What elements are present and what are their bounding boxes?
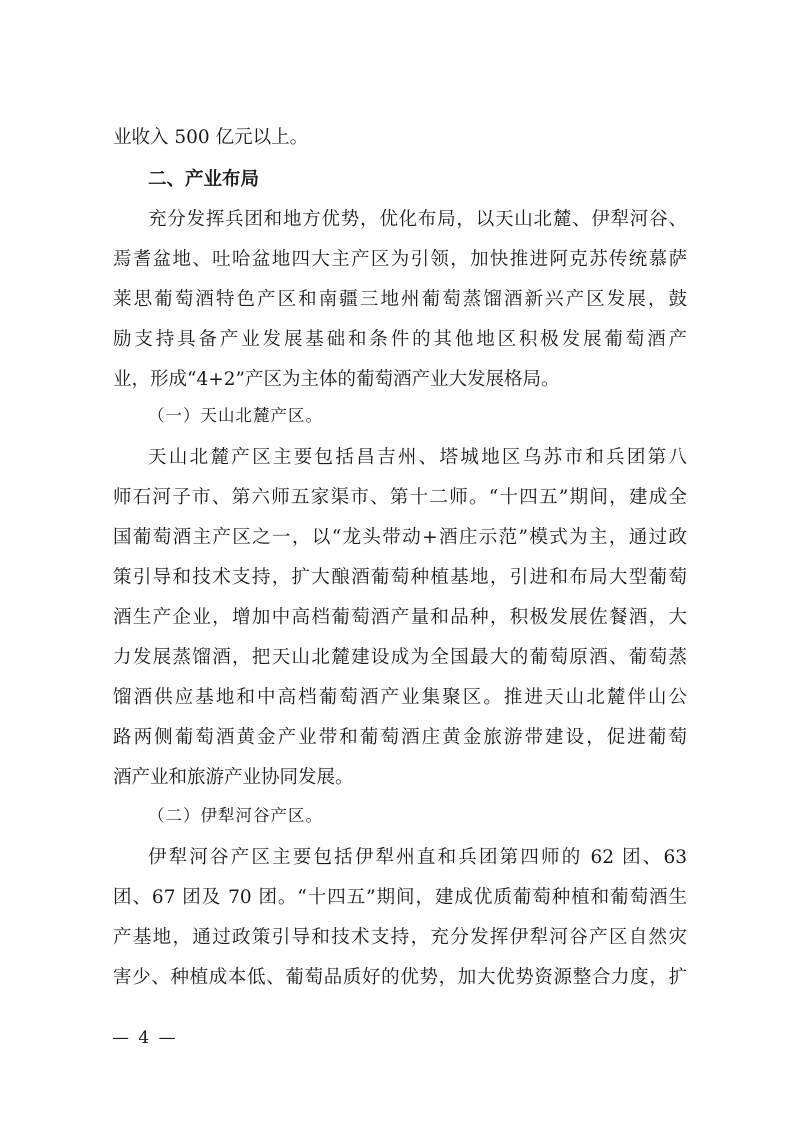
para2-line: 天山北麓产区主要包括昌吉州、塔城地区乌苏市和兵团第八 bbox=[148, 447, 687, 468]
para3-line: 产基地，通过政策引导和技术支持，充分发挥伊犁河谷产区自然灾 bbox=[113, 927, 687, 948]
para3-line: 害少、种植成本低、葡萄品质好的优势，加大优势资源整合力度，扩 bbox=[113, 967, 687, 988]
para1-line: 充分发挥兵团和地方优势，优化布局，以天山北麓、伊犁河谷、 bbox=[148, 209, 687, 230]
para2-line: 酒产业和旅游产业协同发展。 bbox=[113, 767, 354, 788]
para1-line: 焉耆盆地、吐哈盆地四大主产区为引领，加快推进阿克苏传统慕萨 bbox=[113, 249, 687, 270]
subheading-tianshan: （一）天山北麓产区。 bbox=[148, 406, 323, 425]
para2-line: 路两侧葡萄酒黄金产业带和葡萄酒庄黄金旅游带建设，促进葡萄 bbox=[113, 727, 687, 748]
subheading-yili: （二）伊犁河谷产区。 bbox=[148, 806, 323, 825]
para2-line: 国葡萄酒主产区之一，以“龙头带动+酒庄示范”模式为主，通过政 bbox=[113, 527, 687, 548]
para3-line: 伊犁河谷产区主要包括伊犁州直和兵团第四师的 62 团、63 bbox=[148, 847, 687, 868]
para2-line: 力发展蒸馏酒，把天山北麓建设成为全国最大的葡萄原酒、葡萄蒸 bbox=[113, 647, 687, 668]
page-number: — 4 — bbox=[112, 1028, 178, 1048]
para1-line: 业，形成“4+2”产区为主体的葡萄酒产业大发展格局。 bbox=[113, 369, 560, 390]
intro-line: 业收入 500 亿元以上。 bbox=[113, 127, 309, 148]
para2-line: 策引导和技术支持，扩大酿酒葡萄种植基地，引进和布局大型葡萄 bbox=[113, 567, 687, 588]
para3-line: 团、67 团及 70 团。“十四五”期间，建成优质葡萄种植和葡萄酒生 bbox=[113, 887, 687, 908]
para2-line: 师石河子市、第六师五家渠市、第十二师。“十四五”期间，建成全 bbox=[113, 487, 687, 508]
para2-line: 酒生产企业，增加中高档葡萄酒产量和品种，积极发展佐餐酒，大 bbox=[113, 607, 687, 628]
para1-line: 莱思葡萄酒特色产区和南疆三地州葡萄蒸馏酒新兴产区发展，鼓 bbox=[113, 289, 687, 310]
section-heading: 二、产业布局 bbox=[148, 169, 260, 190]
para2-line: 馏酒供应基地和中高档葡萄酒产业集聚区。推进天山北麓伴山公 bbox=[113, 687, 687, 708]
para1-line: 励支持具备产业发展基础和条件的其他地区积极发展葡萄酒产 bbox=[113, 329, 687, 350]
